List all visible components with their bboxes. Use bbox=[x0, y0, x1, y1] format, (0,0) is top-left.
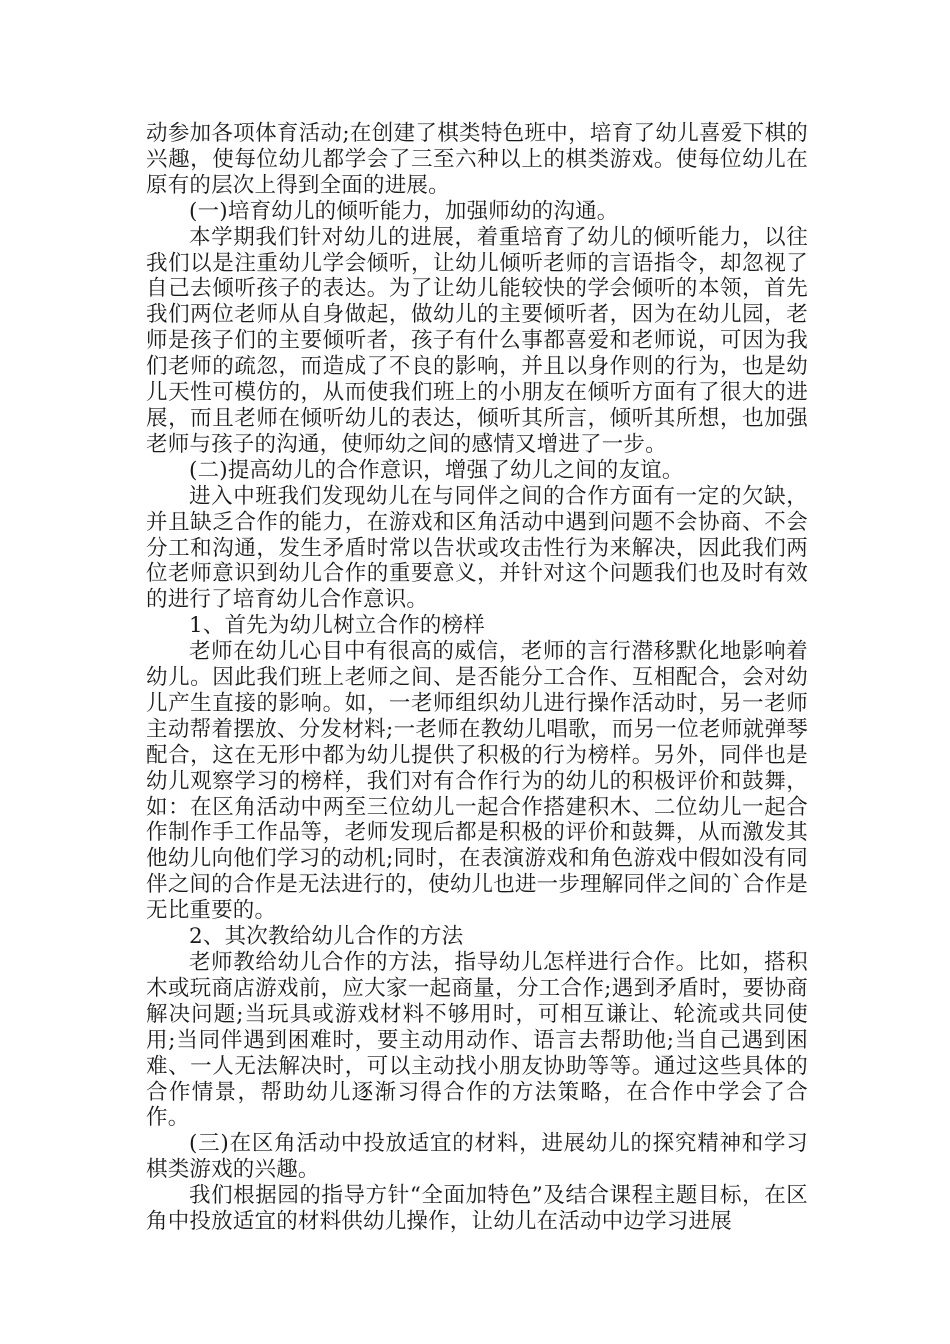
paragraph-role-model: 老师在幼儿心目中有很高的威信，老师的言行潜移默化地影响着幼儿。因此我们班上老师之间、是否能分工合作、互相配合，会对幼儿产生直接的影响。如，一老师组织幼儿进行操作活动时，另一老师主动帮着摆放、分发材料;一老师在教幼儿唱歌，而另一位老师就弹琴配合，这在无形中都为幼儿提供了积极的行为榜样。另外，同伴也是幼儿观察学习的榜样，我们对有合作行为的幼儿的积极评价和鼓舞，如：在区角活动中两至三位幼儿一起合作搭建积木、二位幼儿一起合作制作手工作品等，老师发现后都是积极的评价和鼓舞，从而激发其他幼儿向他们学习的动机;同时，在表演游戏和角色游戏中假如没有同伴之间的合作是无法进行的，使幼儿也进一步理解同伴之间的`合作是无比重要的。 bbox=[146, 639, 808, 924]
paragraph-methods: 老师教给幼儿合作的方法，指导幼儿怎样进行合作。比如，搭积木或玩商店游戏前，应大家一起商量，分工合作;遇到矛盾时，要协商解决问题;当玩具或游戏材料不够用时，可相互谦让、轮流或共同使用;当同伴遇到困难时，要主动用动作、语言去帮助他;当自己遇到困难、一人无法解决时，可以主动找小朋友协助等等。通过这些具体的合作情景，帮助幼儿逐渐习得合作的方法策略，在合作中学会了合作。 bbox=[146, 950, 808, 1131]
document-page bbox=[146, 121, 808, 1235]
paragraph-cooperation: 进入中班我们发现幼儿在与同伴之间的合作方面有一定的欠缺，并且缺乏合作的能力，在游戏和区角活动中遇到问题不会协商、不会分工和沟通，发生矛盾时常以告状或攻击性行为来解决，因此我们两位老师意识到幼儿合作的重要意义，并针对这个问题我们也及时有效的进行了培育幼儿合作意识。 bbox=[146, 483, 808, 613]
section-heading-cooperation: (二)提高幼儿的合作意识，增强了幼儿之间的友谊。 bbox=[189, 457, 684, 483]
paragraph-listening: 本学期我们针对幼儿的进展，着重培育了幼儿的倾听能力，以往我们以是注重幼儿学会倾听，让幼儿倾听老师的言语指令，却忽视了自己去倾听孩子的表达。为了让幼儿能较快的学会倾听的本领，首先我们两位老师从自身做起，做幼儿的主要倾听者，因为在幼儿园，老师是孩子们的主要倾听者，孩子有什么事都喜爱和老师说，可因为我们老师的疏忽，而造成了不良的影响，并且以身作则的行为，也是幼儿天性可模仿的，从而使我们班上的小朋友在倾听方面有了很大的进展，而且老师在倾听幼儿的表达，倾听其所言，倾听其所想，也加强老师与孩子的沟通，使师幼之间的感情又增进了一步。 bbox=[146, 224, 808, 457]
subheading-methods: 2、其次教给幼儿合作的方法 bbox=[189, 924, 464, 950]
section-heading-listening: (一)培育幼儿的倾听能力，加强师幼的沟通。 bbox=[189, 198, 619, 224]
section-heading-materials: (三)在区角活动中投放适宜的材料，进展幼儿的探究精神和学习棋类游戏的兴趣。 bbox=[146, 1131, 808, 1183]
paragraph-materials: 我们根据园的指导方针“全面加特色”及结合课程主题目标，在区角中投放适宜的材料供幼儿操作，让幼儿在活动中边学习进展 bbox=[146, 1183, 808, 1235]
paragraph-continuation: 动参加各项体育活动;在创建了棋类特色班中，培育了幼儿喜爱下棋的兴趣，使每位幼儿都学会了三至六种以上的棋类游戏。使每位幼儿在原有的层次上得到全面的进展。 bbox=[146, 121, 808, 198]
subheading-role-model: 1、首先为幼儿树立合作的榜样 bbox=[189, 613, 485, 639]
